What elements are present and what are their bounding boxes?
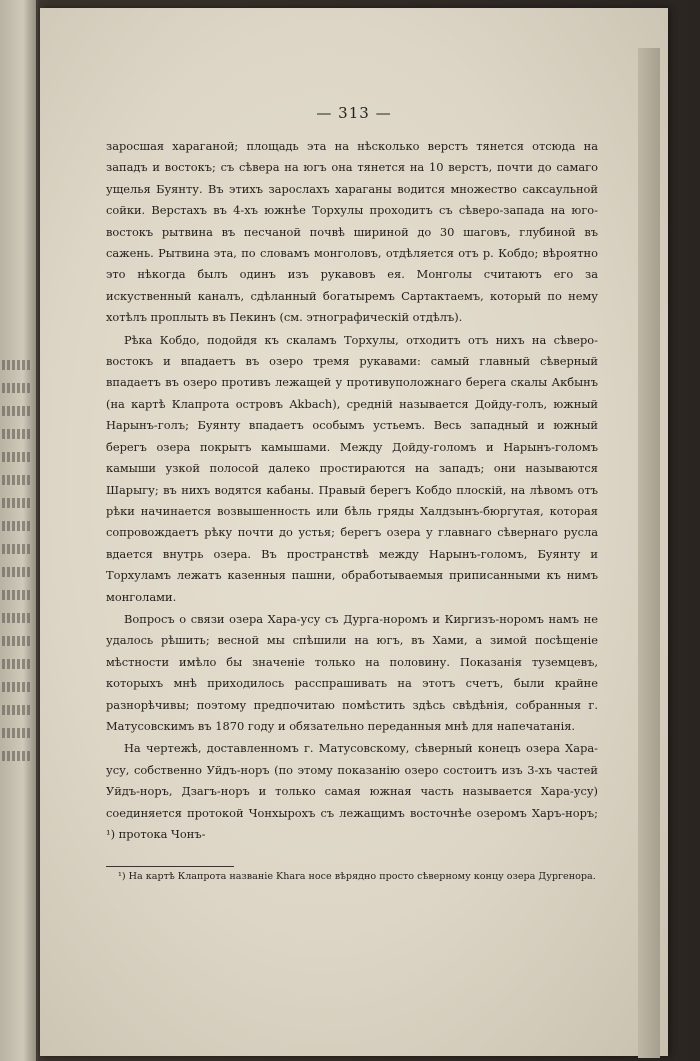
- footnote-text: ¹) На картѣ Клапрота названіе Khara носе вѣрядно просто сѣверному концу озера Дургенора.: [118, 871, 596, 882]
- paragraph: заросшая хараганой; площадь эта на нѣсколько верстъ тянется отсюда на западъ и востокъ; съ сѣвера на югъ она тянется на 10 верстъ, почти до самаго ущелья Буянту. Въ этихъ зарослахъ хараганы водится множество саксаульной сойки. Верстахъ въ 4-хъ южнѣе Торхулы проходитъ съ сѣверо-запада на юго-востокъ рытвина въ песчаной почвѣ шириной до 30 шаговъ, глубиной въ сажень. Рытвина эта, по словамъ монголовъ, отдѣляется отъ р. Кобдо; вѣроятно это нѣкогда былъ одинъ изъ рукавовъ ея. Монголы считаютъ его за искуственный каналъ, сдѣланный богатыремъ Сартактаемъ, который по нему хотѣлъ проплыть въ Пекинъ (см. этнографическій отдѣлъ).: [106, 139, 598, 325]
- page-stack-edge: [638, 48, 660, 1058]
- paragraph: Вопросъ о связи озера Хара-усу съ Дурга-норомъ и Киргизъ-норомъ намъ не удалось рѣшить; весной мы спѣшили на югъ, въ Хами, а зимой посѣщеніе мѣстности имѣло бы значеніе только на половину. Показанія туземцевъ, которыхъ мнѣ приходилось расспрашивать на этотъ счетъ, были крайне разнорѣчивы; поэтому предпочитаю помѣстить здѣсь свѣдѣнія, собранныя г. Матусовскимъ въ 1870 году и обязательно переданныя мнѣ для напечатанія.: [106, 611, 598, 733]
- paragraph: Рѣка Кобдо, подойдя къ скаламъ Торхулы, отходитъ отъ нихъ на сѣверо-востокъ и впадаетъ въ озеро тремя рукавами: самый главный сѣверный впадаетъ въ озеро противъ лежащей у противуположнаго берега скалы Акбынъ (на картѣ Клапрота островъ Akbach), средній называется Дойду-голъ, южный Нарынъ-голъ; Буянту впадаетъ особымъ устьемъ. Весь западный и южный берегъ озера покрытъ камышами. Между Дойду-голомъ и Нарынъ-голомъ камыши узкой полосой далеко простираются на западъ; они называются Шарыгу; въ нихъ водятся кабаны. Правый берегъ Кобдо плоскій, на лѣвомъ отъ рѣки начинается возвышенность или бѣль гряды Халдзынъ-бюргутая, которая сопровождаетъ рѣку почти до устья; берегъ озера у главнаго сѣвернаго русла вдается внутрь озера. Въ пространствѣ между Нарынъ-голомъ, Буянту и Торхуламъ лежатъ казенныя пашни, обработываемыя приписанными къ нимъ монголами.: [106, 332, 598, 604]
- body-text: [106, 136, 598, 845]
- facing-page-edge: [0, 0, 38, 1061]
- footnote-divider: [106, 866, 234, 867]
- page-number: — 313 —: [316, 104, 392, 122]
- paragraph: На чертежѣ, доставленномъ г. Матусовскому, сѣверный конецъ озера Хара-усу, собственно Уйдъ-норъ (по этому показанію озеро состоитъ изъ 3-хъ частей Уйдъ-норъ, Дзагъ-норъ и только самая южная часть называется Хара-усу) соединяется протокой Чонхырохъ съ лежащимъ восточнѣе озеромъ Харъ-норъ; ¹) протока Чонъ-: [106, 741, 598, 841]
- book-page: [40, 8, 668, 1056]
- facing-page-text-fragments: [2, 360, 32, 774]
- footnote: [106, 868, 598, 886]
